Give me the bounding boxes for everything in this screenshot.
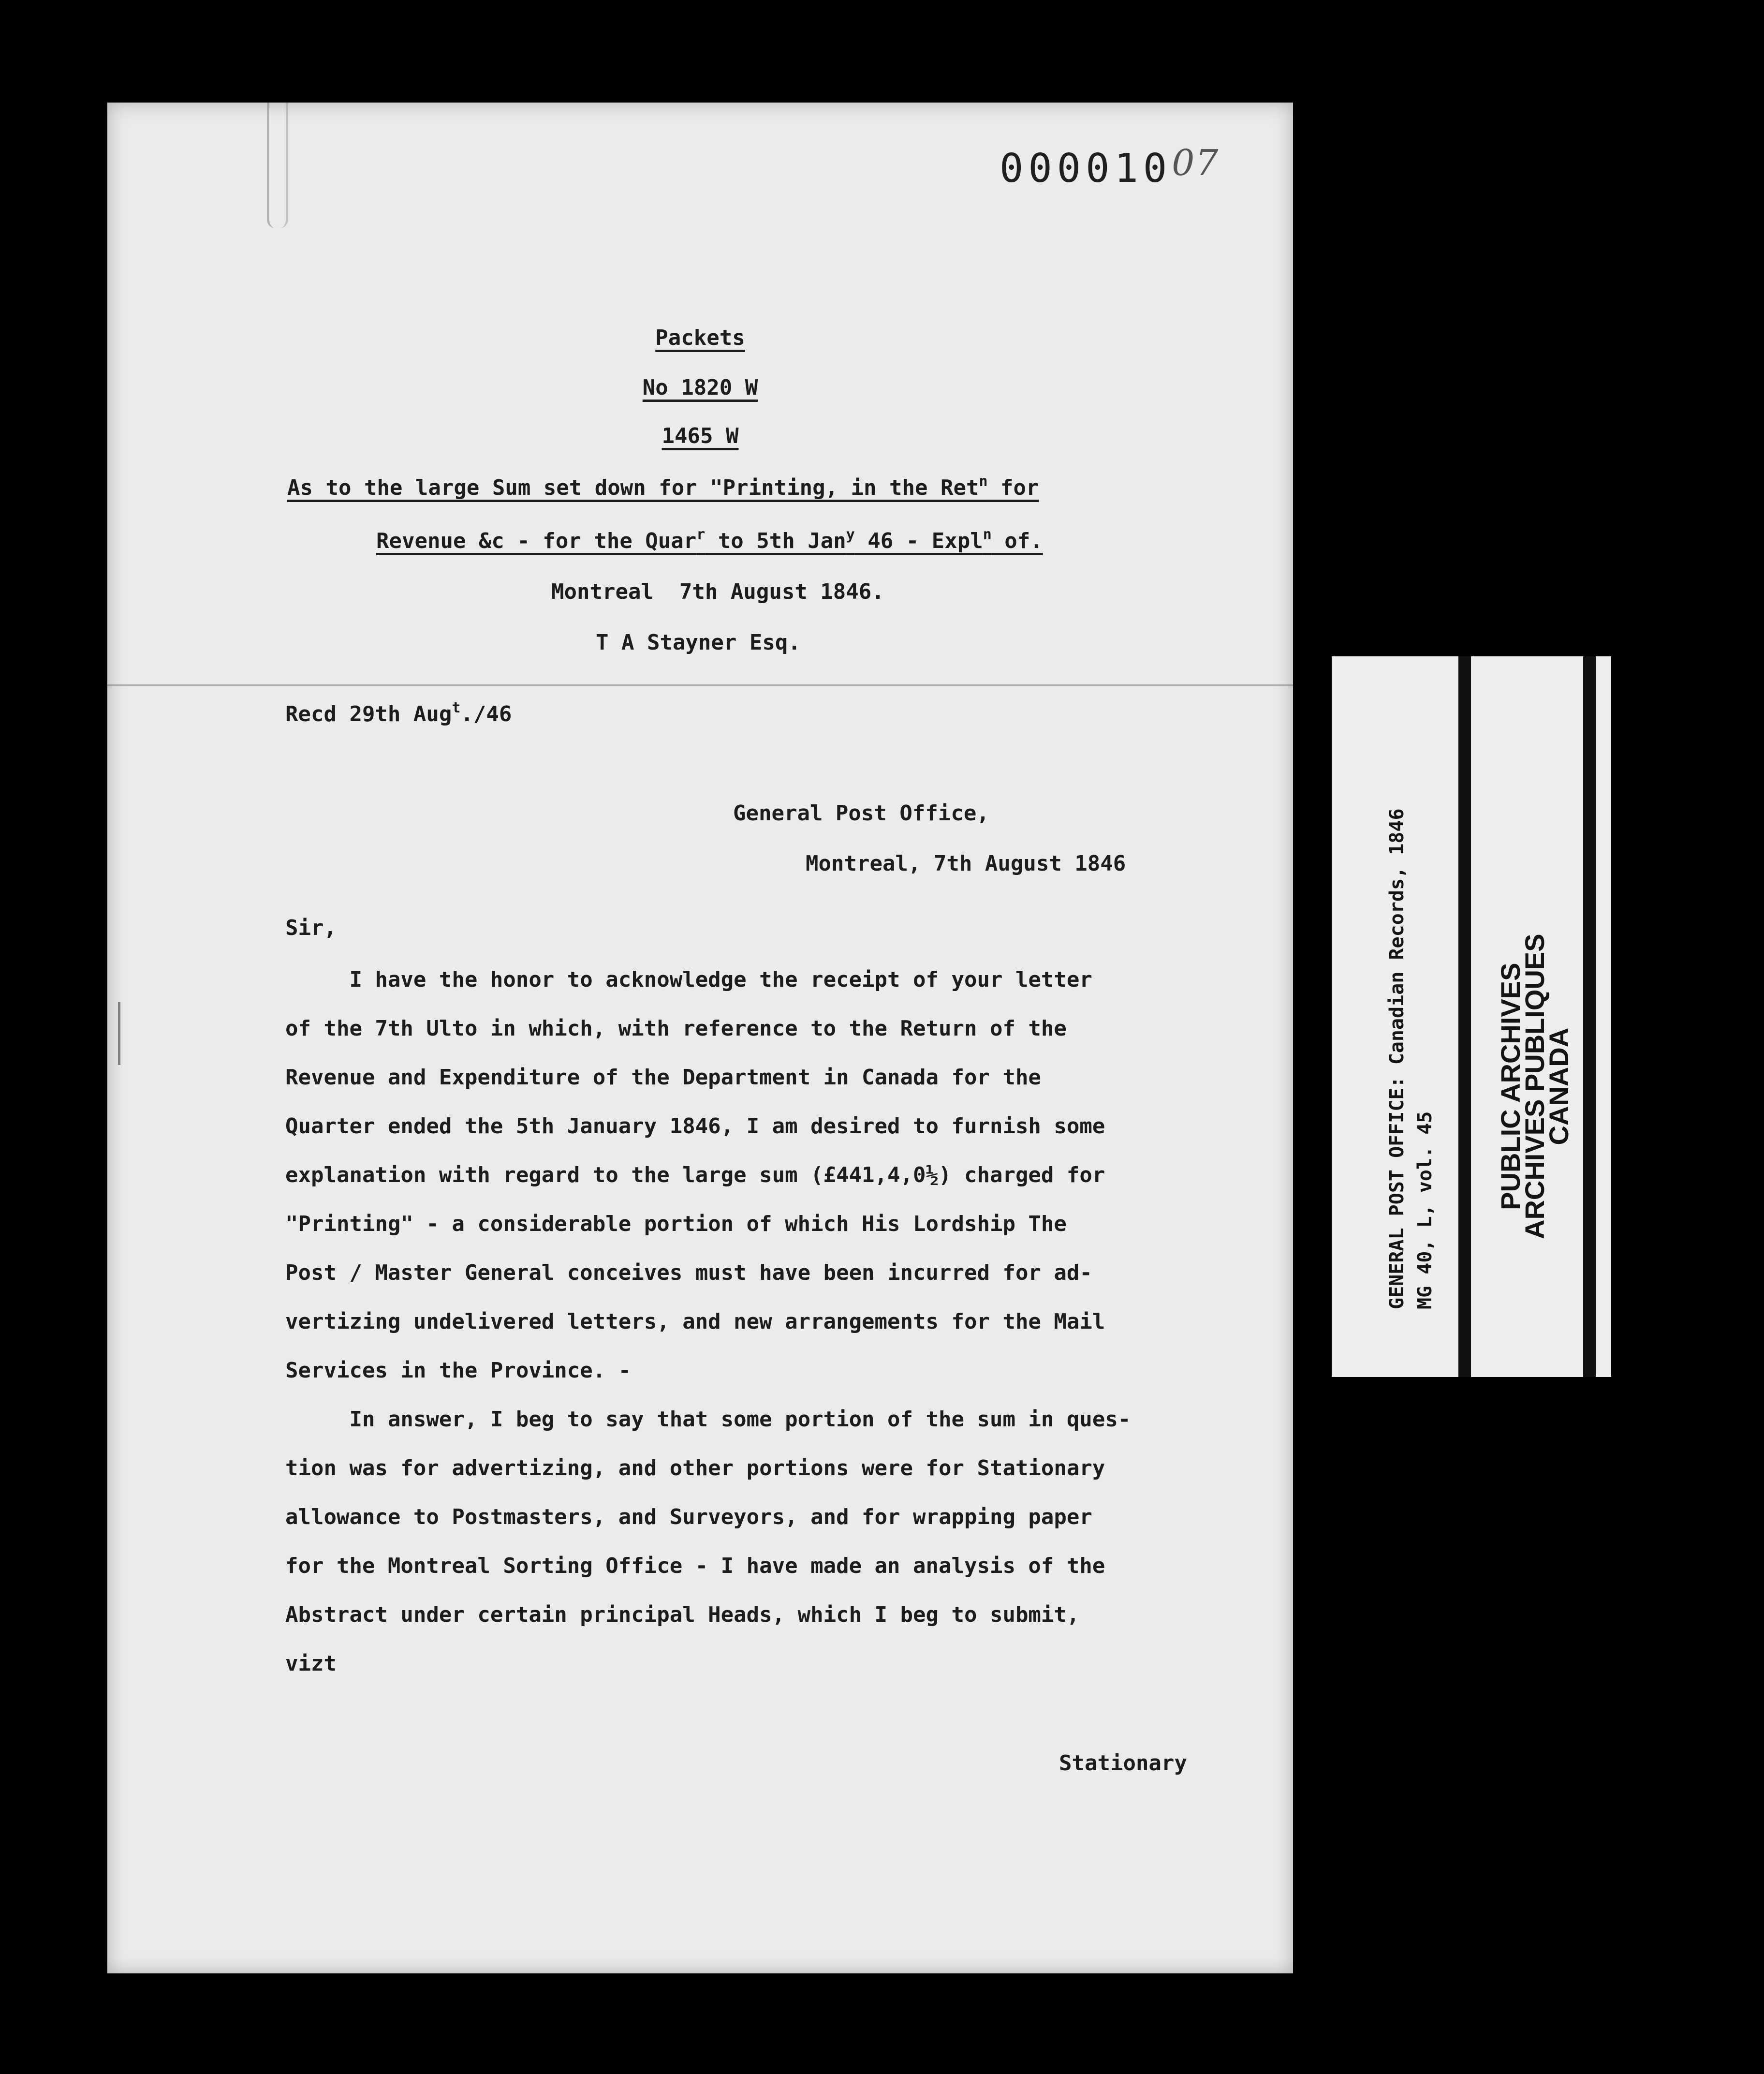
body-line: Abstract under certain principal Heads, which I beg to submit, [285,1602,1080,1627]
body-line: I have the honor to acknowledge the receipt of your letter [285,967,1092,992]
heading-title: Packets [655,326,745,350]
margin-mark [118,1002,120,1065]
collection-line-1: GENERAL POST OFFICE: Canadian Records, 1846 [1386,808,1408,1309]
address-line-1: General Post Office, [733,801,989,826]
body-line: vertizing undelivered letters, and new arrangements for the Mail [285,1309,1105,1334]
address-line-2: Montreal, 7th August 1846 [806,851,1126,876]
salutation: Sir, [285,916,337,940]
document-page [107,103,1293,1973]
folio-stamp [1000,142,1219,192]
tag-divider-1 [1458,656,1471,1377]
catchword: Stationary [1059,1751,1187,1776]
body-line: "Printing" - a considerable portion of which His Lordship The [285,1212,1067,1236]
body-line: vizt [285,1651,337,1676]
paper-clip-mark [267,103,288,228]
fold-line [107,684,1293,686]
tag-divider-2 [1583,656,1596,1377]
body-line: allowance to Postmasters, and Surveyors, and for wrapping paper [285,1505,1092,1529]
archive-tag [1332,656,1611,1377]
archives-label-line-3: CANADA [1544,1027,1574,1145]
heading-author: T A Stayner Esq. [596,630,801,655]
received-note: Recd 29th Aug$^t$./46 [285,699,512,726]
body-line: Post / Master General conceives must have been incurred for ad- [285,1260,1092,1285]
body-line: of the 7th Ulto in which, with reference to the Return of the [285,1016,1067,1041]
heading-place-date: Montreal 7th August 1846. [551,579,884,604]
folio-number: 000010 [1000,146,1172,192]
heading-number-1: No 1820 W [642,375,758,400]
body-line: Quarter ended the 5th January 1846, I am desired to furnish some [285,1114,1105,1139]
heading-number-2: 1465 W [662,424,739,448]
archives-label-line-1: PUBLIC ARCHIVES [1495,963,1526,1210]
body-line: In answer, I beg to say that some portion of the sum in ques- [285,1407,1131,1432]
collection-reference [1383,808,1439,1309]
body-line: Revenue and Expenditure of the Department in Canada for the [285,1065,1041,1090]
body-line: explanation with regard to the large sum (£441,4,0½) charged for [285,1163,1105,1187]
folio-handwritten: 07 [1172,142,1220,184]
body-line: for the Montreal Sorting Office - I have made an analysis of the [285,1554,1105,1578]
subject-line-2: Revenue &c - for the Quar$^r$ to 5th Jan$^y$ 46 - Expl$^n$ of. [376,526,1043,553]
collection-line-2: MG 40, L, vol. 45 [1414,1111,1436,1309]
archives-label [1495,933,1574,1239]
body-line: tion was for advertizing, and other portions were for Stationary [285,1456,1105,1481]
body-line: Services in the Province. - [285,1358,632,1383]
archives-label-line-2: ARCHIVES PUBLIQUES [1519,933,1550,1239]
subject-line-1: As to the large Sum set down for "Printing, in the Ret$^n$ for [287,473,1039,500]
